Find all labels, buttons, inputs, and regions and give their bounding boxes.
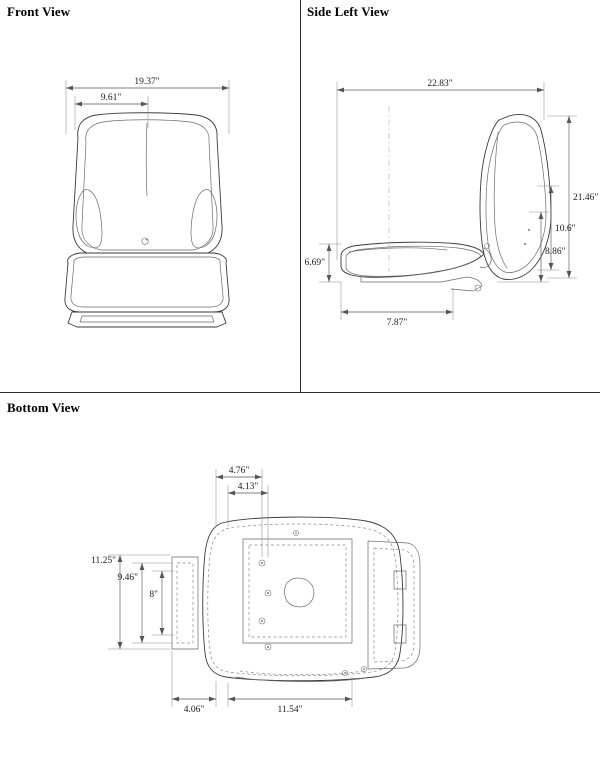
dim-bottom-bracket-width: 4.06" [183, 705, 205, 715]
dim-side-mount-offset: 7.87" [386, 318, 408, 328]
dim-side-overall-height: 21.46" [573, 193, 599, 203]
front-view-drawing [0, 20, 300, 390]
dim-side-seat-to-back-height: 8.86" [545, 247, 566, 257]
dim-bottom-slot-spacing-inner: 4.13" [237, 482, 259, 492]
dim-bottom-base-width: 11.54" [277, 705, 303, 715]
dim-front-overall-width: 19.37" [134, 77, 160, 87]
dim-bottom-slot-spacing-outer: 4.76" [228, 466, 250, 476]
dim-front-backrest-width: 9.61" [100, 93, 122, 103]
bottom-view-seat-outline [172, 517, 420, 682]
dim-bottom-mount-span-left: 11.25" [91, 556, 116, 566]
dim-side-backrest-height: 10.6" [555, 224, 576, 234]
dim-bottom-mount-span-mid: 9.46" [117, 573, 138, 583]
front-view-seat-outline [65, 113, 229, 327]
panel-title-side-left-view: Side Left View [307, 4, 390, 19]
panel-title-front-view: Front View [7, 4, 71, 19]
panel-title-bottom-view: Bottom View [7, 400, 80, 415]
bottom-view-drawing [0, 415, 600, 765]
side-view-dimensions [304, 79, 598, 328]
dim-bottom-mount-span-inner: 8" [149, 590, 158, 600]
side-view-seat-outline [341, 106, 551, 291]
panel-divider-horizontal [0, 392, 600, 393]
dim-side-overall-depth: 22.83" [427, 79, 453, 89]
dim-side-front-cushion-height: 6.69" [304, 258, 325, 268]
side-left-view-drawing [301, 20, 600, 390]
